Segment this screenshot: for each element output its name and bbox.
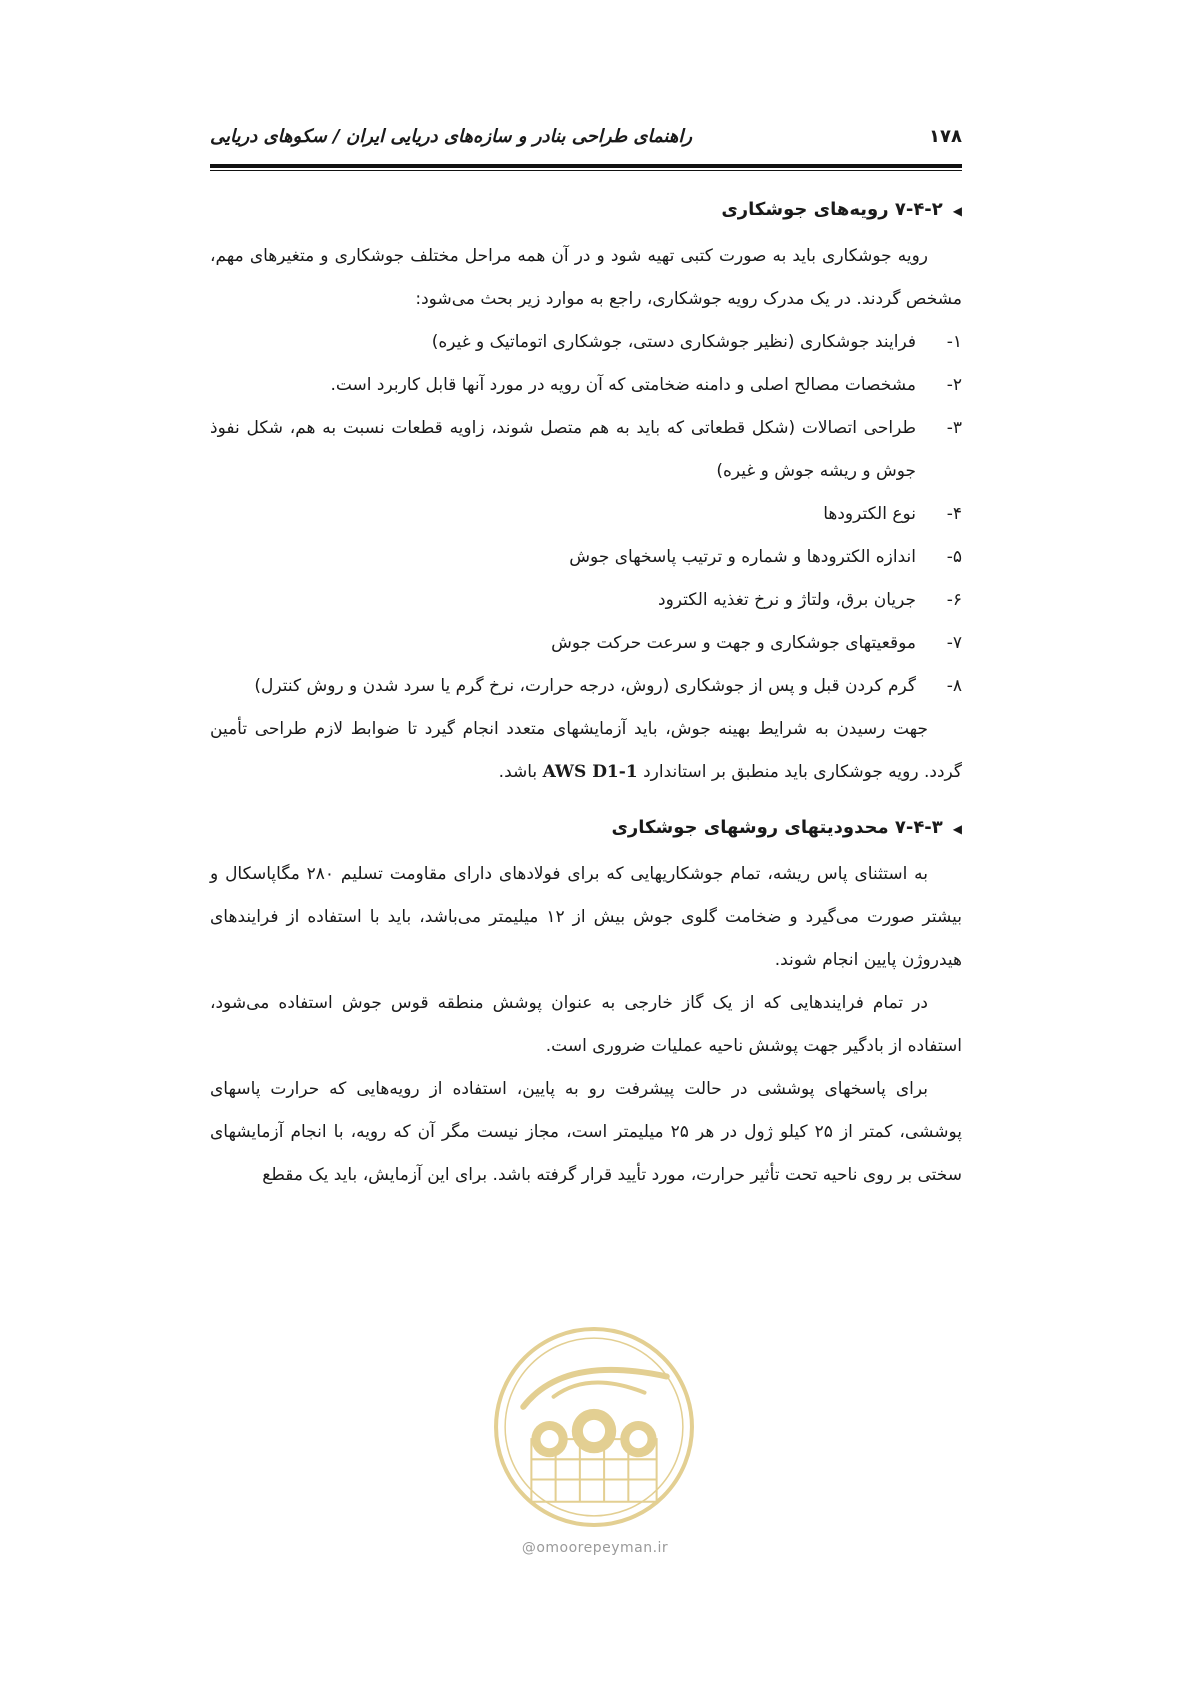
list-item xyxy=(210,665,962,708)
list-item-number: ۲- xyxy=(946,375,962,395)
list-item-number: ۸- xyxy=(946,676,962,696)
section-heading-welding-procedures xyxy=(210,186,962,235)
list-item-number: ۵- xyxy=(946,547,962,567)
watermark-caption: @omoorepeyman.ir xyxy=(521,1540,669,1556)
paragraph-closing xyxy=(210,708,962,794)
list-item xyxy=(210,407,962,493)
paragraph: به استثنای پاس ریشه، تمام جوشکاریهایی که برای فولادهای دارای مقاومت تسلیم ۲۸۰ مگاپاسکال و بیشتر صورت می‌گیرد و ضخامت گلوی جوش بیش از ۱۲ میلیمتر می‌باشد، باید با استفاده از فرایندهای هیدروژن پایین انجام شوند. xyxy=(210,864,962,970)
page-number: ۱۷۸ xyxy=(929,126,962,147)
standard-name: AWS D1-1 xyxy=(542,762,638,782)
list-item-text: نوع الکترودها xyxy=(823,504,916,524)
closing-text: جهت رسیدن به شرایط بهینه جوش، باید آزمایشهای متعدد انجام گیرد تا ضوابط لازم طراحی تأمین گردد. رویه جوشکاری باید منطبق بر استاندارد xyxy=(210,719,962,782)
paragraph: برای پاسخهای پوششی در حالت پیشرفت رو به پایین، استفاده از رویه‌هایی که حرارت پاسهای پوششی، کمتر از ۲۵ کیلو ژول در هر ۲۵ میلیمتر است، مجاز نیست مگر آن که رویه، با انجام آزمایشهای سختی بر روی ناحیه تحت تأثیر حرارت، مورد تأیید قرار گرفته باشد. برای این آزمایش، باید یک مقطع xyxy=(210,1079,962,1185)
list-item-number: ۶- xyxy=(946,590,962,610)
list-item-text: اندازه الکترودها و شماره و ترتیب پاسخهای جوش xyxy=(569,547,916,567)
list-item-text: طراحی اتصالات (شکل قطعاتی که باید به هم متصل شوند، زاویه قطعات نسبت به هم، شکل نفوذ جوش و ریشه جوش و غیره) xyxy=(210,418,916,481)
list-item xyxy=(210,493,962,536)
bullet-triangle-icon: ◀ xyxy=(952,204,962,218)
section-title: ۷-۴-۲ رویه‌های جوشکاری xyxy=(721,199,943,220)
list-item-number: ۱- xyxy=(946,332,962,352)
list-item xyxy=(210,321,962,364)
list-item-text: موقعیتهای جوشکاری و جهت و سرعت حرکت جوش xyxy=(551,633,916,653)
watermark-logo-icon xyxy=(493,1326,695,1528)
list-item-text: جریان برق، ولتاژ و نرخ تغذیه الکترود xyxy=(658,590,916,610)
list-item xyxy=(210,364,962,407)
list-item-number: ۴- xyxy=(946,504,962,524)
closing-text-end: باشد. xyxy=(498,762,538,782)
bullet-triangle-icon: ◀ xyxy=(952,822,962,836)
list-item-text: گرم کردن قبل و پس از جوشکاری (روش، درجه حرارت، نرخ گرم یا سرد شدن و روش کنترل) xyxy=(254,676,916,696)
list-item-number: ۷- xyxy=(946,633,962,653)
section-heading-welding-limitations xyxy=(210,804,962,853)
paragraph-intro: رویه جوشکاری باید به صورت کتبی تهیه شود و در آن همه مراحل مختلف جوشکاری و متغیرهای مهم، مشخص گردند. در یک مدرک رویه جوشکاری، راجع به موارد زیر بحث می‌شود: xyxy=(210,246,962,309)
header-rule-thin xyxy=(210,170,962,171)
running-title: راهنمای طراحی بنادر و سازه‌های دریایی ایران / سکوهای دریایی xyxy=(210,126,693,147)
list-item-number: ۳- xyxy=(946,418,962,438)
page-content xyxy=(210,186,962,1197)
list-item xyxy=(210,536,962,579)
list-item xyxy=(210,622,962,665)
page-header xyxy=(210,126,962,156)
section-spacer xyxy=(210,794,962,804)
list-item-text: مشخصات مصالح اصلی و دامنه ضخامتی که آن رویه در مورد آنها قابل کاربرد است. xyxy=(330,375,916,395)
paragraph: در تمام فرایندهایی که از یک گاز خارجی به عنوان پوشش منطقه قوس جوش استفاده می‌شود، استفاده از بادگیر جهت پوشش ناحیه عملیات ضروری است. xyxy=(210,993,962,1056)
procedure-items-list xyxy=(210,321,962,708)
section-title: ۷-۴-۳ محدودیتهای روشهای جوشکاری xyxy=(611,817,943,838)
list-item-text: فرایند جوشکاری (نظیر جوشکاری دستی، جوشکاری اتوماتیک و غیره) xyxy=(431,332,916,352)
header-rule-thick xyxy=(210,164,962,168)
list-item xyxy=(210,579,962,622)
